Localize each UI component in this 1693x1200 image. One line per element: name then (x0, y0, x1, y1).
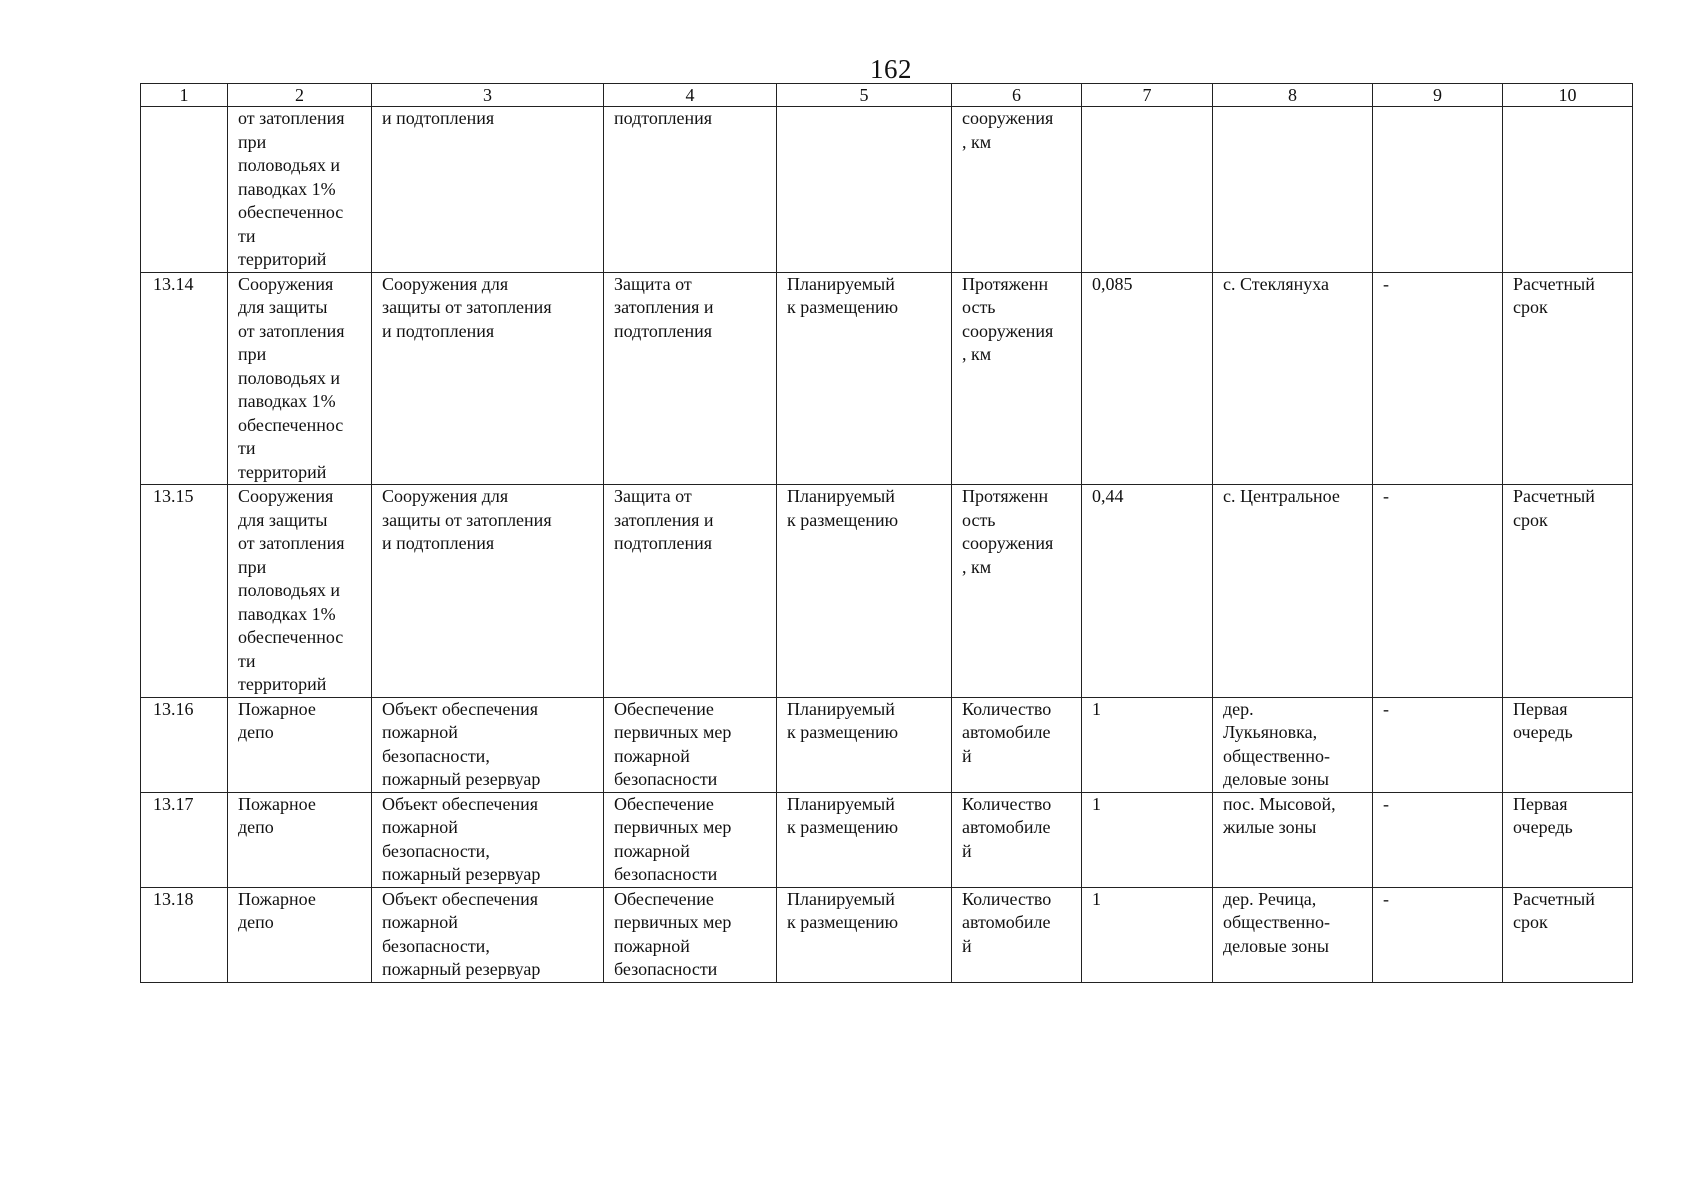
planning-table (140, 83, 1633, 983)
cell-term: Первая очередь (1503, 697, 1633, 792)
cell-type: Объект обеспечения пожарной безопасности, пожарный резервуар (372, 697, 604, 792)
column-header: 3 (372, 84, 604, 107)
cell-value: 1 (1082, 697, 1213, 792)
cell-location: дер. Речица, общественно- деловые зоны (1213, 887, 1373, 982)
cell-value: 1 (1082, 792, 1213, 887)
cell-location: с. Центральное (1213, 485, 1373, 698)
cell-name: от затопления при половодьях и паводках 1% обеспеченнос ти территорий (228, 107, 372, 273)
table-row (141, 697, 1633, 792)
page-number: 162 (870, 54, 912, 84)
cell-status: Планируемый к размещению (777, 792, 952, 887)
cell-term: Расчетный срок (1503, 485, 1633, 698)
cell-purpose: Обеспечение первичных мер пожарной безопасности (604, 792, 777, 887)
cell-term: Расчетный срок (1503, 272, 1633, 485)
cell-location: с. Стеклянуха (1213, 272, 1373, 485)
column-header: 2 (228, 84, 372, 107)
cell-purpose: Защита от затопления и подтопления (604, 272, 777, 485)
cell-term (1503, 107, 1633, 273)
cell-type: Объект обеспечения пожарной безопасности, пожарный резервуар (372, 887, 604, 982)
table-row (141, 485, 1633, 698)
table-row (141, 107, 1633, 273)
cell-number: 13.17 (141, 792, 228, 887)
cell-value: 1 (1082, 887, 1213, 982)
cell-characteristic: Количество автомобиле й (952, 887, 1082, 982)
cell-value (1082, 107, 1213, 273)
cell-term: Расчетный срок (1503, 887, 1633, 982)
header-row (141, 84, 1633, 107)
cell-type: и подтопления (372, 107, 604, 273)
cell-name: Сооружения для защиты от затопления при половодьях и паводках 1% обеспеченнос ти территорий (228, 272, 372, 485)
cell-zone: - (1373, 272, 1503, 485)
cell-name: Пожарное депо (228, 792, 372, 887)
cell-location: дер. Лукьяновка, общественно- деловые зоны (1213, 697, 1373, 792)
column-header: 7 (1082, 84, 1213, 107)
cell-status: Планируемый к размещению (777, 485, 952, 698)
table-row (141, 272, 1633, 485)
cell-purpose: Защита от затопления и подтопления (604, 485, 777, 698)
cell-number: 13.14 (141, 272, 228, 485)
cell-location: пос. Мысовой, жилые зоны (1213, 792, 1373, 887)
cell-characteristic: Количество автомобиле й (952, 792, 1082, 887)
cell-type: Сооружения для защиты от затопления и подтопления (372, 485, 604, 698)
cell-name: Сооружения для защиты от затопления при половодьях и паводках 1% обеспеченнос ти территорий (228, 485, 372, 698)
cell-zone: - (1373, 887, 1503, 982)
cell-term: Первая очередь (1503, 792, 1633, 887)
cell-zone: - (1373, 697, 1503, 792)
column-header: 5 (777, 84, 952, 107)
cell-number: 13.16 (141, 697, 228, 792)
cell-type: Сооружения для защиты от затопления и подтопления (372, 272, 604, 485)
table-row (141, 792, 1633, 887)
table-row (141, 887, 1633, 982)
cell-value: 0,085 (1082, 272, 1213, 485)
cell-name: Пожарное депо (228, 887, 372, 982)
cell-purpose: Обеспечение первичных мер пожарной безопасности (604, 697, 777, 792)
cell-zone: - (1373, 792, 1503, 887)
cell-characteristic: Протяженн ость сооружения , км (952, 272, 1082, 485)
column-header: 1 (141, 84, 228, 107)
cell-characteristic: сооружения , км (952, 107, 1082, 273)
cell-status: Планируемый к размещению (777, 697, 952, 792)
column-header: 8 (1213, 84, 1373, 107)
column-header: 4 (604, 84, 777, 107)
cell-status (777, 107, 952, 273)
cell-characteristic: Количество автомобиле й (952, 697, 1082, 792)
cell-purpose: Обеспечение первичных мер пожарной безопасности (604, 887, 777, 982)
cell-purpose: подтопления (604, 107, 777, 273)
cell-status: Планируемый к размещению (777, 887, 952, 982)
cell-type: Объект обеспечения пожарной безопасности, пожарный резервуар (372, 792, 604, 887)
column-header: 9 (1373, 84, 1503, 107)
cell-zone: - (1373, 485, 1503, 698)
cell-name: Пожарное депо (228, 697, 372, 792)
column-header: 10 (1503, 84, 1633, 107)
cell-characteristic: Протяженн ость сооружения , км (952, 485, 1082, 698)
cell-location (1213, 107, 1373, 273)
cell-number: 13.15 (141, 485, 228, 698)
cell-number: 13.18 (141, 887, 228, 982)
column-header: 6 (952, 84, 1082, 107)
cell-value: 0,44 (1082, 485, 1213, 698)
cell-zone (1373, 107, 1503, 273)
cell-status: Планируемый к размещению (777, 272, 952, 485)
cell-number (141, 107, 228, 273)
